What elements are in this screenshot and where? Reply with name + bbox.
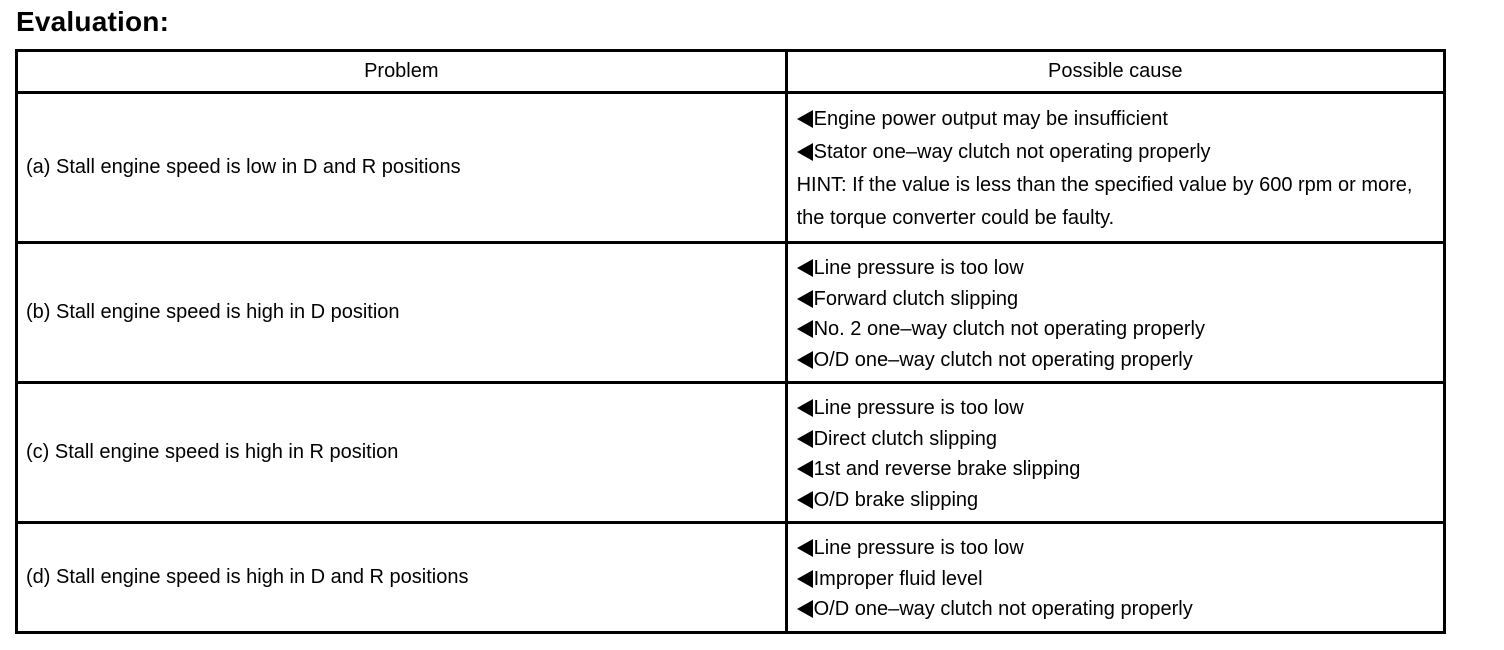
problem-cell: (c) Stall engine speed is high in R position [17, 383, 787, 523]
cause-cell [786, 243, 1444, 383]
table-row [17, 523, 1445, 633]
left-pointing-triangle-icon [797, 259, 813, 277]
hint-text: HINT: If the value is less than the specified value by 600 rpm or more, the torque converter could be faulty. [796, 174, 1413, 229]
cause-item-text: Direct clutch slipping [813, 427, 998, 450]
evaluation-table [15, 49, 1446, 634]
cause-cell [786, 93, 1444, 243]
cause-item [797, 564, 1443, 595]
cause-item-text: Line pressure is too low [813, 257, 1024, 279]
left-pointing-triangle-icon [797, 539, 813, 557]
left-pointing-triangle-icon [797, 570, 813, 588]
left-pointing-triangle-icon [797, 143, 813, 161]
left-pointing-triangle-icon [797, 399, 813, 417]
table-row [17, 93, 1445, 243]
problem-cell: (b) Stall engine speed is high in D position [17, 243, 787, 383]
cause-item [797, 136, 1443, 169]
cause-item [797, 314, 1443, 345]
cause-item [797, 284, 1443, 315]
left-pointing-triangle-icon [797, 600, 813, 618]
cause-item [797, 345, 1443, 376]
cause-item-text: Engine power output may be insufficient [813, 108, 1168, 130]
cause-item-text: No. 2 one–way clutch not operating properly [813, 318, 1205, 340]
table-header-row [17, 51, 1445, 93]
column-header-cause: Possible cause [786, 51, 1444, 93]
cause-item [797, 454, 1443, 485]
left-pointing-triangle-icon [797, 491, 813, 509]
cause-item-text: Line pressure is too low [813, 397, 1024, 419]
cause-item [797, 594, 1443, 625]
problem-cell: (a) Stall engine speed is low in D and R positions [17, 93, 787, 243]
problem-cell: (d) Stall engine speed is high in D and R positions [17, 523, 787, 633]
cause-item [797, 533, 1443, 564]
left-pointing-triangle-icon [797, 460, 813, 478]
cause-item-text: Forward clutch slipping [813, 287, 1019, 310]
cause-item-text: O/D one–way clutch not operating properly [813, 598, 1193, 620]
left-pointing-triangle-icon [797, 320, 813, 338]
cause-item [797, 103, 1443, 136]
left-pointing-triangle-icon [797, 110, 813, 128]
cause-item-text: Stator one–way clutch not operating properly [813, 141, 1211, 163]
table-row [17, 243, 1445, 383]
cause-cell [786, 523, 1444, 633]
left-pointing-triangle-icon [797, 430, 813, 448]
cause-item [797, 393, 1443, 424]
cause-item-text: 1st and reverse brake slipping [813, 458, 1081, 480]
column-header-problem: Problem [17, 51, 787, 93]
cause-item [797, 253, 1443, 284]
left-pointing-triangle-icon [797, 351, 813, 369]
cause-cell [786, 383, 1444, 523]
cause-item-text: O/D one–way clutch not operating properly [813, 348, 1193, 371]
table-row [17, 383, 1445, 523]
left-pointing-triangle-icon [797, 290, 813, 308]
cause-item-text: O/D brake slipping [813, 488, 979, 511]
cause-item [797, 424, 1443, 455]
cause-item-text: Improper fluid level [813, 567, 983, 590]
cause-item-text: Line pressure is too low [813, 537, 1024, 559]
page-title: Evaluation: [16, 6, 170, 37]
cause-item [797, 485, 1443, 516]
